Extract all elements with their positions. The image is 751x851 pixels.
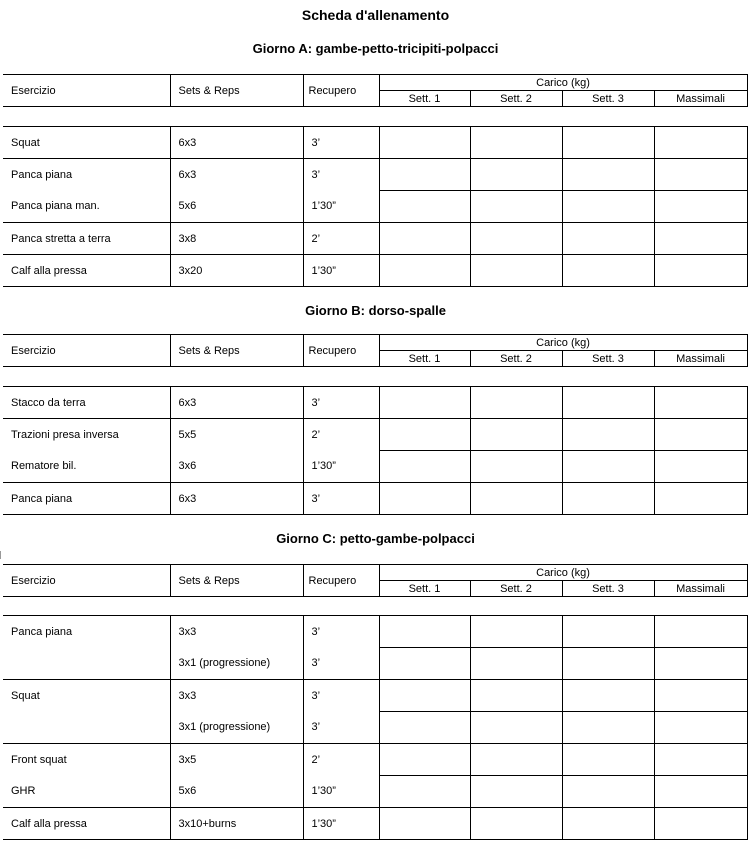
header-exercise: Esercizio <box>3 75 170 107</box>
exercise-name: Panca piana <box>3 159 170 191</box>
load-cell[interactable] <box>562 223 654 255</box>
day-b-title: Giorno B: dorso-spalle <box>305 303 446 318</box>
rest-time: 1’30” <box>303 255 379 287</box>
exercise-name: Squat <box>3 680 170 712</box>
table-row <box>3 387 747 419</box>
load-cell[interactable] <box>562 712 654 744</box>
header-rest: Recupero <box>303 565 379 597</box>
load-cell[interactable] <box>470 616 562 648</box>
sets-reps: 3x20 <box>170 255 303 287</box>
rest-time: 3’ <box>303 680 379 712</box>
rest-time: 3’ <box>303 483 379 515</box>
load-cell[interactable] <box>379 712 470 744</box>
header-week-3: Sett. 3 <box>562 581 654 597</box>
exercise-name: Panca piana <box>3 616 170 648</box>
load-cell[interactable] <box>562 387 654 419</box>
sets-reps: 5x6 <box>170 776 303 808</box>
rest-time: 2’ <box>303 744 379 776</box>
sets-reps: 6x3 <box>170 387 303 419</box>
table-row <box>3 680 747 712</box>
exercise-name: Squat <box>3 127 170 159</box>
load-cell[interactable] <box>379 419 470 451</box>
exercise-name: Panca piana <box>3 483 170 515</box>
rest-time: 2’ <box>303 419 379 451</box>
load-cell[interactable] <box>654 387 747 419</box>
load-cell[interactable] <box>654 191 747 223</box>
header-load: Carico (kg) <box>379 335 747 351</box>
sets-reps: 3x8 <box>170 223 303 255</box>
header-week-2: Sett. 2 <box>470 581 562 597</box>
day-c-header-table <box>3 564 748 597</box>
day-a-exercise-table <box>3 126 748 287</box>
load-cell[interactable] <box>654 255 747 287</box>
load-cell[interactable] <box>470 744 562 776</box>
header-load: Carico (kg) <box>379 75 747 91</box>
load-cell[interactable] <box>379 223 470 255</box>
load-cell[interactable] <box>379 776 470 808</box>
load-cell[interactable] <box>379 648 470 680</box>
header-week-1: Sett. 1 <box>379 351 470 367</box>
load-cell[interactable] <box>654 680 747 712</box>
rest-time: 3’ <box>303 712 379 744</box>
table-row <box>3 616 747 648</box>
header-week-1: Sett. 1 <box>379 91 470 107</box>
rest-time: 3’ <box>303 616 379 648</box>
sets-reps: 3x5 <box>170 744 303 776</box>
day-b-header-table <box>3 334 748 367</box>
day-b-exercise-table <box>3 386 748 515</box>
header-max: Massimali <box>654 351 747 367</box>
table-row <box>3 223 747 255</box>
exercise-name: Panca stretta a terra <box>3 223 170 255</box>
load-cell[interactable] <box>379 483 470 515</box>
load-cell[interactable] <box>379 808 470 840</box>
load-cell[interactable] <box>654 776 747 808</box>
page-edge-mark <box>0 551 4 559</box>
header-sets-reps: Sets & Reps <box>170 335 303 367</box>
exercise-name: Calf alla pressa <box>3 808 170 840</box>
table-row <box>3 127 747 159</box>
header-week-2: Sett. 2 <box>470 91 562 107</box>
header-rest: Recupero <box>303 335 379 367</box>
table-row <box>3 712 747 744</box>
page-title: Scheda d'allenamento <box>301 7 450 23</box>
exercise-name: GHR <box>3 776 170 808</box>
exercise-name: Rematore bil. <box>3 451 170 483</box>
exercise-name <box>3 712 170 744</box>
rest-time: 3’ <box>303 159 379 191</box>
load-cell[interactable] <box>654 483 747 515</box>
table-row <box>3 776 747 808</box>
load-cell[interactable] <box>470 776 562 808</box>
header-max: Massimali <box>654 581 747 597</box>
load-cell[interactable] <box>654 712 747 744</box>
day-c-title: Giorno C: petto-gambe-polpacci <box>276 531 475 546</box>
load-cell[interactable] <box>562 127 654 159</box>
load-cell[interactable] <box>562 483 654 515</box>
load-cell[interactable] <box>379 191 470 223</box>
table-row <box>3 255 747 287</box>
load-cell[interactable] <box>654 744 747 776</box>
load-cell[interactable] <box>654 648 747 680</box>
table-row <box>3 744 747 776</box>
table-row <box>3 419 747 451</box>
day-a-title: Giorno A: gambe-petto-tricipiti-polpacci <box>252 41 499 56</box>
load-cell[interactable] <box>562 616 654 648</box>
header-week-3: Sett. 3 <box>562 351 654 367</box>
rest-time: 1’30” <box>303 776 379 808</box>
load-cell[interactable] <box>562 419 654 451</box>
sets-reps: 3x10+burns <box>170 808 303 840</box>
load-cell[interactable] <box>562 808 654 840</box>
load-cell[interactable] <box>379 255 470 287</box>
rest-time: 3’ <box>303 648 379 680</box>
load-cell[interactable] <box>470 680 562 712</box>
rest-time: 3’ <box>303 387 379 419</box>
table-row <box>3 808 747 840</box>
load-cell[interactable] <box>654 451 747 483</box>
load-cell[interactable] <box>470 127 562 159</box>
load-cell[interactable] <box>379 387 470 419</box>
load-cell[interactable] <box>562 451 654 483</box>
rest-time: 1’30” <box>303 451 379 483</box>
load-cell[interactable] <box>470 255 562 287</box>
sets-reps: 3x1 (progressione) <box>170 712 303 744</box>
sets-reps: 5x6 <box>170 191 303 223</box>
load-cell[interactable] <box>470 648 562 680</box>
load-cell[interactable] <box>654 808 747 840</box>
header-max: Massimali <box>654 91 747 107</box>
load-cell[interactable] <box>470 808 562 840</box>
table-row <box>3 648 747 680</box>
header-week-3: Sett. 3 <box>562 91 654 107</box>
sets-reps: 6x3 <box>170 159 303 191</box>
load-cell[interactable] <box>562 680 654 712</box>
load-cell[interactable] <box>654 616 747 648</box>
header-week-1: Sett. 1 <box>379 581 470 597</box>
exercise-name: Stacco da terra <box>3 387 170 419</box>
header-week-2: Sett. 2 <box>470 351 562 367</box>
header-load: Carico (kg) <box>379 565 747 581</box>
header-rest: Recupero <box>303 75 379 107</box>
load-cell[interactable] <box>470 223 562 255</box>
exercise-name: Front squat <box>3 744 170 776</box>
load-cell[interactable] <box>379 680 470 712</box>
load-cell[interactable] <box>379 616 470 648</box>
table-row <box>3 191 747 223</box>
load-cell[interactable] <box>379 744 470 776</box>
load-cell[interactable] <box>562 159 654 191</box>
sets-reps: 3x3 <box>170 616 303 648</box>
load-cell[interactable] <box>654 223 747 255</box>
sets-reps: 5x5 <box>170 419 303 451</box>
exercise-name <box>3 648 170 680</box>
load-cell[interactable] <box>562 191 654 223</box>
exercise-name: Panca piana man. <box>3 191 170 223</box>
load-cell[interactable] <box>470 451 562 483</box>
sets-reps: 3x6 <box>170 451 303 483</box>
load-cell[interactable] <box>562 776 654 808</box>
header-sets-reps: Sets & Reps <box>170 75 303 107</box>
sets-reps: 3x1 (progressione) <box>170 648 303 680</box>
load-cell[interactable] <box>379 159 470 191</box>
exercise-name: Trazioni presa inversa <box>3 419 170 451</box>
header-exercise: Esercizio <box>3 335 170 367</box>
load-cell[interactable] <box>470 419 562 451</box>
load-cell[interactable] <box>379 451 470 483</box>
table-row <box>3 451 747 483</box>
header-sets-reps: Sets & Reps <box>170 565 303 597</box>
load-cell[interactable] <box>562 648 654 680</box>
load-cell[interactable] <box>654 127 747 159</box>
rest-time: 3’ <box>303 127 379 159</box>
rest-time: 1’30” <box>303 808 379 840</box>
load-cell[interactable] <box>654 159 747 191</box>
load-cell[interactable] <box>470 712 562 744</box>
table-row <box>3 483 747 515</box>
rest-time: 2’ <box>303 223 379 255</box>
load-cell[interactable] <box>470 483 562 515</box>
day-c-exercise-table <box>3 615 748 840</box>
rest-time: 1’30” <box>303 191 379 223</box>
load-cell[interactable] <box>379 127 470 159</box>
sets-reps: 6x3 <box>170 127 303 159</box>
load-cell[interactable] <box>470 159 562 191</box>
load-cell[interactable] <box>470 387 562 419</box>
load-cell[interactable] <box>562 255 654 287</box>
table-row <box>3 159 747 191</box>
load-cell[interactable] <box>562 744 654 776</box>
sets-reps: 6x3 <box>170 483 303 515</box>
exercise-name: Calf alla pressa <box>3 255 170 287</box>
load-cell[interactable] <box>654 419 747 451</box>
sets-reps: 3x3 <box>170 680 303 712</box>
header-exercise: Esercizio <box>3 565 170 597</box>
load-cell[interactable] <box>470 191 562 223</box>
day-a-header-table <box>3 74 748 107</box>
